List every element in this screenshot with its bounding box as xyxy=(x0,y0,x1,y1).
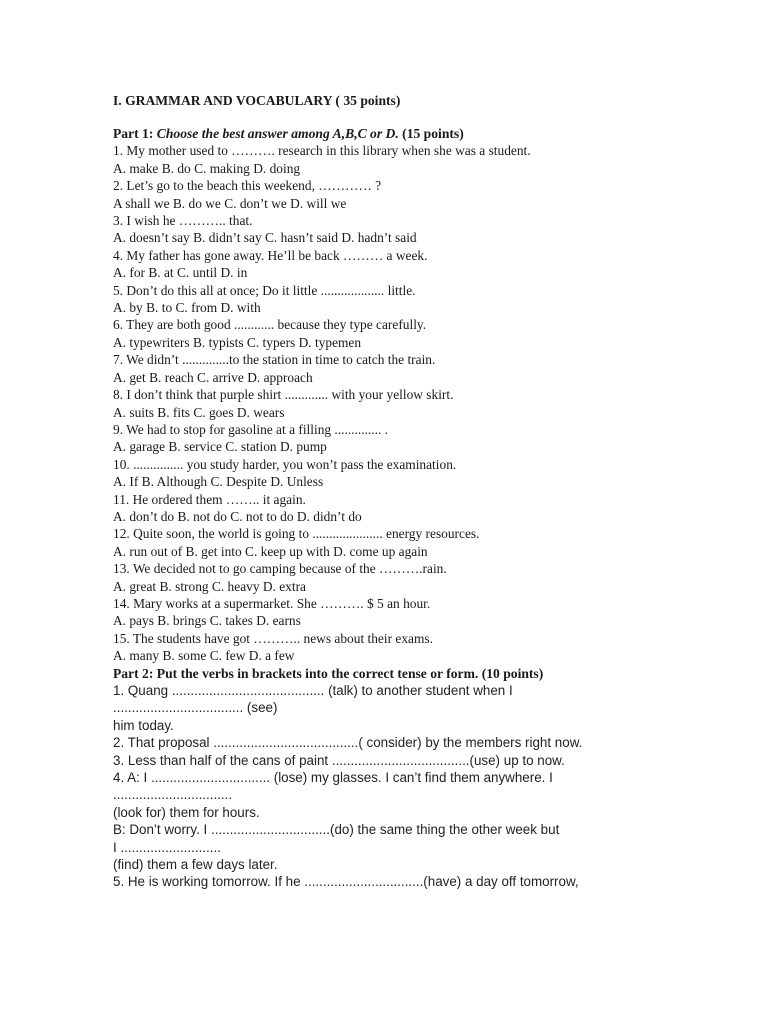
question-line: A shall we B. do we C. don’t we D. will we xyxy=(113,195,347,211)
question-line: 1. Quang ......................................... (talk) to another student when I xyxy=(113,683,513,698)
question-line: 6. They are both good ............ because they type carefully. xyxy=(113,317,427,333)
question-line: 5. Don’t do this all at once; Do it little ................... little. xyxy=(113,282,416,298)
question-line: him today. xyxy=(113,717,174,733)
part1-questions xyxy=(113,142,753,664)
question-line: A. make B. do C. making D. doing xyxy=(113,160,301,176)
question-line: I ........................... xyxy=(113,839,221,855)
question-line: 12. Quite soon, the world is going to ..................... energy resources. xyxy=(113,526,480,542)
question-line: A. don’t do B. not do C. not to do D. didn’t do xyxy=(113,508,362,524)
question-line: A. run out of B. get into C. keep up with D. come up again xyxy=(113,543,428,559)
worksheet-page xyxy=(113,92,753,891)
question-line: A. typewriters B. typists C. typers D. typemen xyxy=(113,334,362,350)
question-line: 8. I don’t think that purple shirt ............. with your yellow skirt. xyxy=(113,387,454,403)
question-line: A. great B. strong C. heavy D. extra xyxy=(113,578,307,594)
part2-questions xyxy=(113,682,753,891)
question-line: 2. That proposal .......................................( consider) by the members right now. xyxy=(113,735,583,751)
question-line: A. doesn’t say B. didn’t say C. hasn’t said D. hadn’t said xyxy=(113,230,417,246)
question-line: A. If B. Although C. Despite D. Unless xyxy=(113,474,324,490)
question-line: 5. He is working tomorrow. If he ................................(have) a day off tomorrow, xyxy=(113,874,579,890)
question-line: (find) them a few days later. xyxy=(113,857,278,873)
question-line: A. by B. to C. from D. with xyxy=(113,300,261,316)
question-line: 3. Less than half of the cans of paint .....................................(use) up to now. xyxy=(113,752,565,768)
part1-prefix: Part 1: xyxy=(113,126,157,141)
question-line: 1. My mother used to ………. research in this library when she was a student. xyxy=(113,143,531,159)
question-line: 7. We didn’t ..............to the station in time to catch the train. xyxy=(113,352,436,368)
question-line: 4. My father has gone away. He’ll be back ……… a week. xyxy=(113,247,428,263)
question-line: A. get B. reach C. arrive D. approach xyxy=(113,369,313,385)
question-line: ................................... (see) xyxy=(113,700,278,716)
question-line: (look for) them for hours. xyxy=(113,804,260,820)
question-line: 13. We decided not to go camping because of the ……….rain. xyxy=(113,561,447,577)
question-line: A. garage B. service C. station D. pump xyxy=(113,439,327,455)
question-line: 4. A: I ................................ (lose) my glasses. I can’t find them anywhere. I xyxy=(113,770,553,786)
question-line: 11. He ordered them …….. it again. xyxy=(113,491,306,507)
section-heading: I. GRAMMAR AND VOCABULARY ( 35 points) xyxy=(113,93,401,108)
question-line: A. pays B. brings C. takes D. earns xyxy=(113,613,301,629)
question-line: ................................ xyxy=(113,787,233,803)
question-line: 3. I wish he ……….. that. xyxy=(113,213,253,229)
question-line: A. suits B. fits C. goes D. wears xyxy=(113,404,285,420)
part1-instruction: Choose the best answer among A,B,C or D. xyxy=(156,126,399,141)
question-line: 9. We had to stop for gasoline at a filling .............. . xyxy=(113,421,388,437)
part2-title: Part 2: Put the verbs in brackets into the correct tense or form. (10 points) xyxy=(113,665,544,681)
question-line: 2. Let’s go to the beach this weekend, ………… ? xyxy=(113,178,382,194)
question-line: 14. Mary works at a supermarket. She ………. $ 5 an hour. xyxy=(113,595,431,611)
question-line: B: Don’t worry. I ................................(do) the same thing the other week but xyxy=(113,822,560,838)
question-line: 15. The students have got ……….. news about their exams. xyxy=(113,630,433,646)
part1-title xyxy=(113,125,753,142)
question-line: A. many B. some C. few D. a few xyxy=(113,648,295,664)
question-line: A. for B. at C. until D. in xyxy=(113,265,248,281)
question-line: 10. ............... you study harder, you won’t pass the examination. xyxy=(113,456,457,472)
part1-points: (15 points) xyxy=(398,126,464,141)
